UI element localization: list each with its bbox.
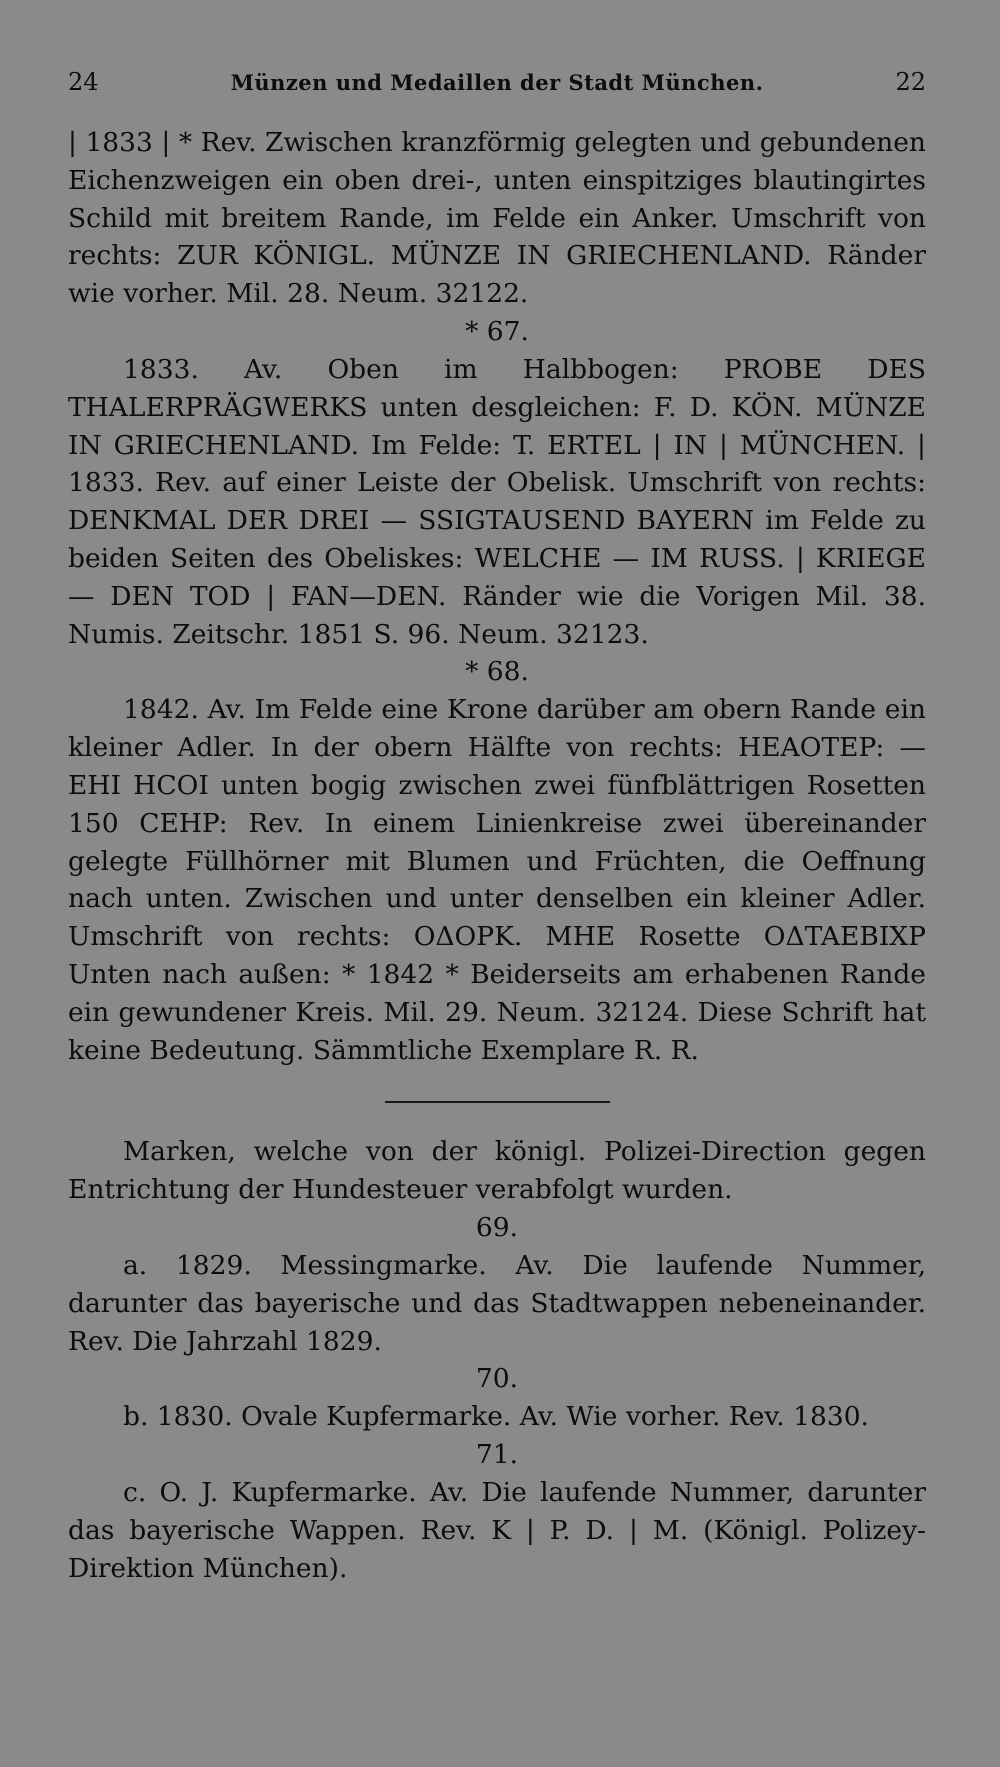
entry-number-68: * 68.: [465, 656, 529, 688]
page-body: [68, 124, 926, 1588]
entry-68-text: 1842. Av. Im Felde eine Krone darüber am obern Rande ein kleiner Adler. In der obern Hälfte von rechts: HEAOTEP: — EHI HCOI unten bogig zwischen zwei fünfblättrigen Rosetten 150 CEHP: Rev. In einem Linienkreise zwei übereinander gelegte Füllhörner mit Blumen und Früchten, die Oeffnung nach unten. Zwischen und unter denselben ein kleiner Adler. Umschrift von rechts: OΔOPK. MHE Rosette OΔTAEBIXP Unten nach außen: * 1842 * Beiderseits am erhabenen Rande ein gewundener Kreis. Mil. 29. Neum. 32124. Diese Schrift hat keine Bedeutung. Sämmtliche Exemplare R. R.: [68, 694, 926, 1066]
running-title: Münzen und Medaillen der Stadt München.: [230, 70, 764, 95]
page-number-right: 22: [895, 68, 926, 96]
section-intro: Marken, welche von der königl. Polizei-Direction gegen Entrichtung der Hundesteuer verabfolgt wurden.: [68, 1136, 926, 1206]
section-divider: [385, 1101, 610, 1103]
entry-69-text: a. 1829. Messingmarke. Av. Die laufende Nummer, darunter das bayerische und das Stadtwappen nebeneinander. Rev. Die Jahrzahl 1829.: [68, 1249, 926, 1357]
entry-number-70: 70.: [475, 1363, 519, 1395]
book-page: [68, 60, 926, 1740]
page-number-left: 24: [68, 68, 99, 96]
entry-number-69: 69.: [475, 1211, 519, 1243]
entry-number-67: * 67.: [465, 315, 529, 347]
entry-71-text: c. O. J. Kupfermarke. Av. Die laufende Nummer, darunter das bayerische Wappen. Rev. K | P. D. | M. (Königl. Polizey-Direktion München).: [68, 1477, 926, 1584]
entry-66-continuation: | 1833 | * Rev. Zwischen kranzförmig gelegten und gebundenen Eichenzweigen ein oben drei-, unten einspitziges blautingirtes Schild mit breitem Rande, im Felde ein Anker. Umschrift von rechts: ZUR KÖNIGL. MÜNZE IN GRIECHENLAND. Ränder wie vorher. Mil. 28. Neum. 32122.: [68, 127, 926, 310]
entry-70-text: b. 1830. Ovale Kupfermarke. Av. Wie vorher. Rev. 1830.: [123, 1401, 869, 1433]
entry-number-71: 71.: [475, 1439, 519, 1471]
entry-67-text: 1833. Av. Oben im Halbbogen: PROBE DES THALERPRÄGWERKS unten desgleichen: F. D. KÖN. MÜNZE IN GRIECHENLAND. Im Felde: T. ERTEL | IN | MÜNCHEN. | 1833. Rev. auf einer Leiste der Obelisk. Umschrift von rechts: DENKMAL DER DREI — SSIGTAUSEND BAYERN im Felde zu beiden Seiten des Obeliskes: WELCHE — IM RUSS. | KRIEGE — DEN TOD | FAN—DEN. Ränder wie die Vorigen Mil. 38. Numis. Zeitschr. 1851 S. 96. Neum. 32123.: [68, 353, 926, 650]
page-header: [68, 60, 926, 104]
